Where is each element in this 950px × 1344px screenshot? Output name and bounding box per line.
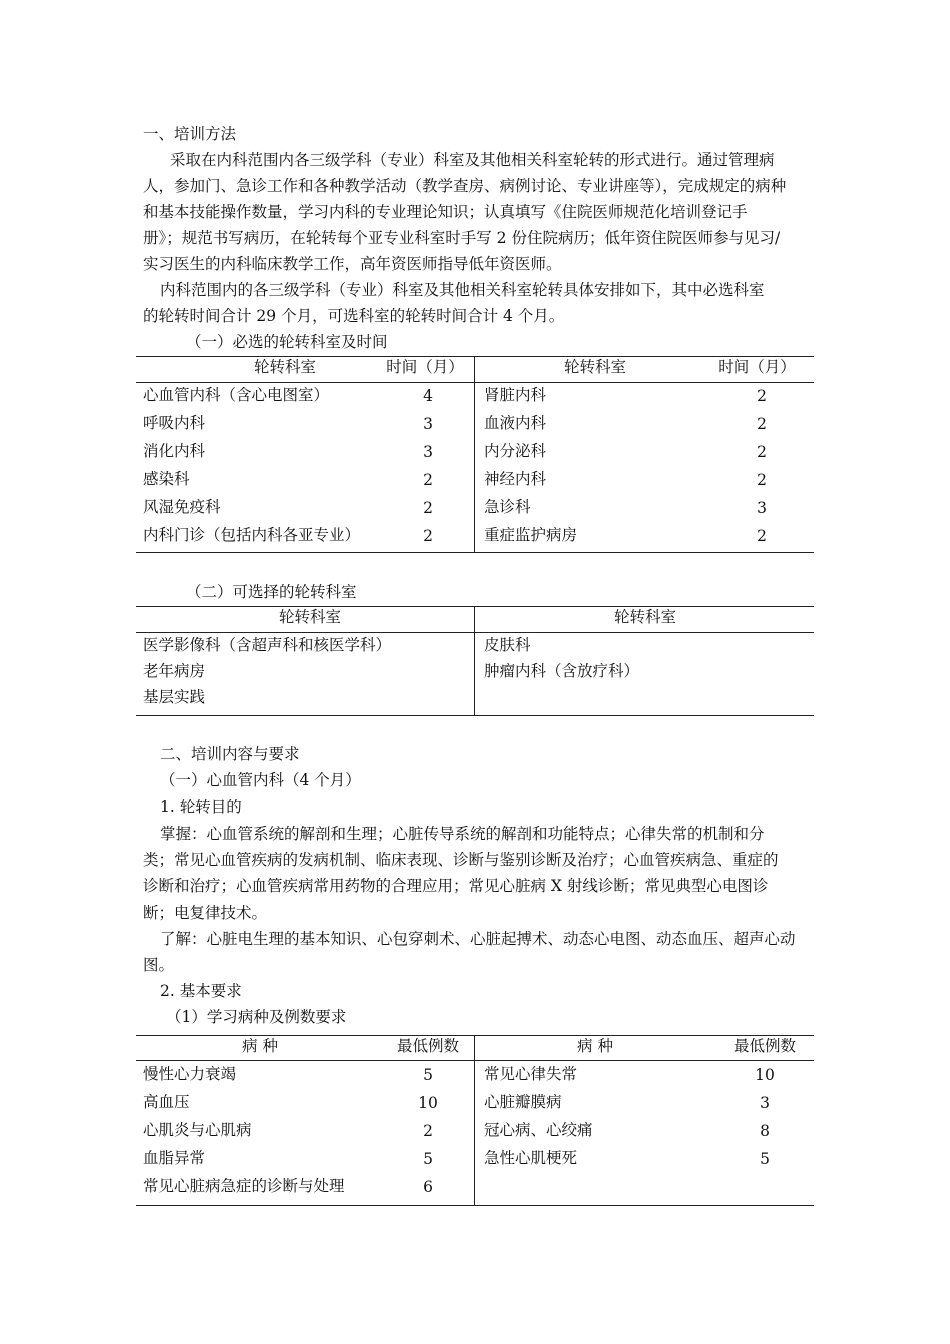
table-cell-department: 老年病房 [143,662,206,680]
table-header-months: 时间（月） [386,358,464,376]
subsection-title-cardiology: （一）心血管内科（4 个月） [160,771,361,789]
table-cell-department: 皮肤科 [484,636,531,654]
table-cell-months: 2 [423,471,433,489]
table-cell-count: 6 [423,1178,433,1196]
table-cell-count: 5 [760,1150,770,1168]
table-cell-department: 内科门诊（包括内科各亚专业） [143,526,361,544]
table-cell-count: 2 [423,1122,433,1140]
table-cell-months: 2 [757,415,767,433]
table-header-department: 轮转科室 [563,358,626,376]
para1-line-3: 和基本技能操作数量，学习内科的专业理论知识；认真填写《住院医师规范化培训登记手 [143,203,748,221]
table-cell-months: 2 [757,387,767,405]
para1-line-1: 采取在内科范围内各三级学科（专业）科室及其他相关科室轮转的形式进行。通过管理病 [170,151,775,169]
table-cell-department: 呼吸内科 [143,414,206,432]
table-cell-disease: 慢性心力衰竭 [143,1065,237,1083]
table-cell-disease: 血脂异常 [143,1149,206,1167]
table-cell-count: 10 [418,1094,438,1112]
table-cell-months: 2 [757,471,767,489]
table-cell-department: 血液内科 [484,414,547,432]
table-cell-disease: 心脏瓣膜病 [484,1093,562,1111]
understand-line-1: 了解：心脏电生理的基本知识、心包穿刺术、心脏起搏术、动态心电图、动态血压、超声心动 [160,930,796,948]
subsection-title-required-rotation: （一）必选的轮转科室及时间 [186,333,388,351]
table-header-months: 时间（月） [718,358,796,376]
table-cell-count: 10 [755,1066,775,1084]
table-cell-department: 风湿免疫科 [143,498,221,516]
table-header-department: 轮转科室 [253,358,316,376]
table-header-disease: 病 种 [242,1037,278,1055]
table-cell-months: 2 [757,443,767,461]
table-cell-months: 2 [757,527,767,545]
table-cell-months: 3 [757,499,767,517]
table-cell-disease: 冠心病、心绞痛 [484,1121,593,1139]
table-cell-department: 心血管内科（含心电图室） [143,386,330,404]
table-header-min-cases: 最低例数 [396,1037,459,1055]
table-cell-months: 2 [423,499,433,517]
table-cell-department: 内分泌科 [484,442,547,460]
para1-line-5: 实习医生的内科临床教学工作，高年资医师指导低年资医师。 [143,255,562,273]
item-title-rotation-purpose: 1. 轮转目的 [160,798,242,816]
master-line-1: 掌握：心血管系统的解剖和生理；心脏传导系统的解剖和功能特点；心律失常的机制和分 [160,825,765,843]
section-title-content-requirements: 二、培训内容与要求 [160,745,300,763]
table-cell-department: 重症监护病房 [484,526,578,544]
table-header-department: 轮转科室 [278,608,341,626]
section-title-training-method: 一、培训方法 [143,125,237,143]
table-cell-disease: 急性心肌梗死 [484,1149,578,1167]
table-cell-months: 4 [423,387,433,405]
table-cell-department: 肿瘤内科（含放疗科） [484,662,640,680]
para1-line-4: 册》；规范书写病历，在轮转每个亚专业科室时手写 2 份住院病历；低年资住院医师参与见习/ [143,229,781,247]
master-line-2: 类；常见心血管疾病的发病机制、临床表现、诊断与鉴别诊断及治疗；心血管疾病急、重症的 [143,851,779,869]
table-cell-count: 8 [760,1122,770,1140]
table-cell-disease: 常见心脏病急症的诊断与处理 [143,1177,345,1195]
table-cell-months: 2 [423,527,433,545]
table-header-department: 轮转科室 [613,608,676,626]
para2-line-2: 的轮转时间合计 29 个月，可选科室的轮转时间合计 4 个月。 [143,307,565,325]
table-cell-months: 3 [423,415,433,433]
table-cell-department: 消化内科 [143,442,206,460]
table-cell-count: 5 [423,1150,433,1168]
table-cell-count: 3 [760,1094,770,1112]
table-cell-months: 3 [423,443,433,461]
table-cell-department: 基层实践 [143,688,206,706]
table-cell-department: 神经内科 [484,470,547,488]
table-cell-count: 5 [423,1066,433,1084]
para1-line-2: 人，参加门、急诊工作和各种教学活动（教学查房、病例讨论、专业讲座等），完成规定的病种 [143,177,787,195]
master-line-4: 断；电复律技术。 [143,904,268,922]
understand-line-2: 图。 [143,956,175,974]
subsection-title-optional-rotation: （二）可选择的轮转科室 [186,583,357,601]
table-cell-department: 医学影像科（含超声科和核医学科） [143,636,392,654]
table-cell-department: 急诊科 [484,498,531,516]
item-subtitle-disease-cases: （1）学习病种及例数要求 [166,1008,347,1026]
table-cell-disease: 常见心律失常 [484,1065,578,1083]
table-cell-department: 感染科 [143,470,190,488]
table-cell-department: 肾脏内科 [484,386,547,404]
item-title-basic-requirements: 2. 基本要求 [160,982,242,1000]
table-cell-disease: 心肌炎与心肌病 [143,1121,252,1139]
master-line-3: 诊断和治疗；心血管疾病常用药物的合理应用；常见心脏病 X 射线诊断；常见典型心电图诊 [143,877,769,895]
table-header-disease: 病 种 [577,1037,613,1055]
table-header-min-cases: 最低例数 [733,1037,796,1055]
table-cell-disease: 高血压 [143,1093,190,1111]
para2-line-1: 内科范围内的各三级学科（专业）科室及其他相关科室轮转具体安排如下，其中必选科室 [160,281,765,299]
